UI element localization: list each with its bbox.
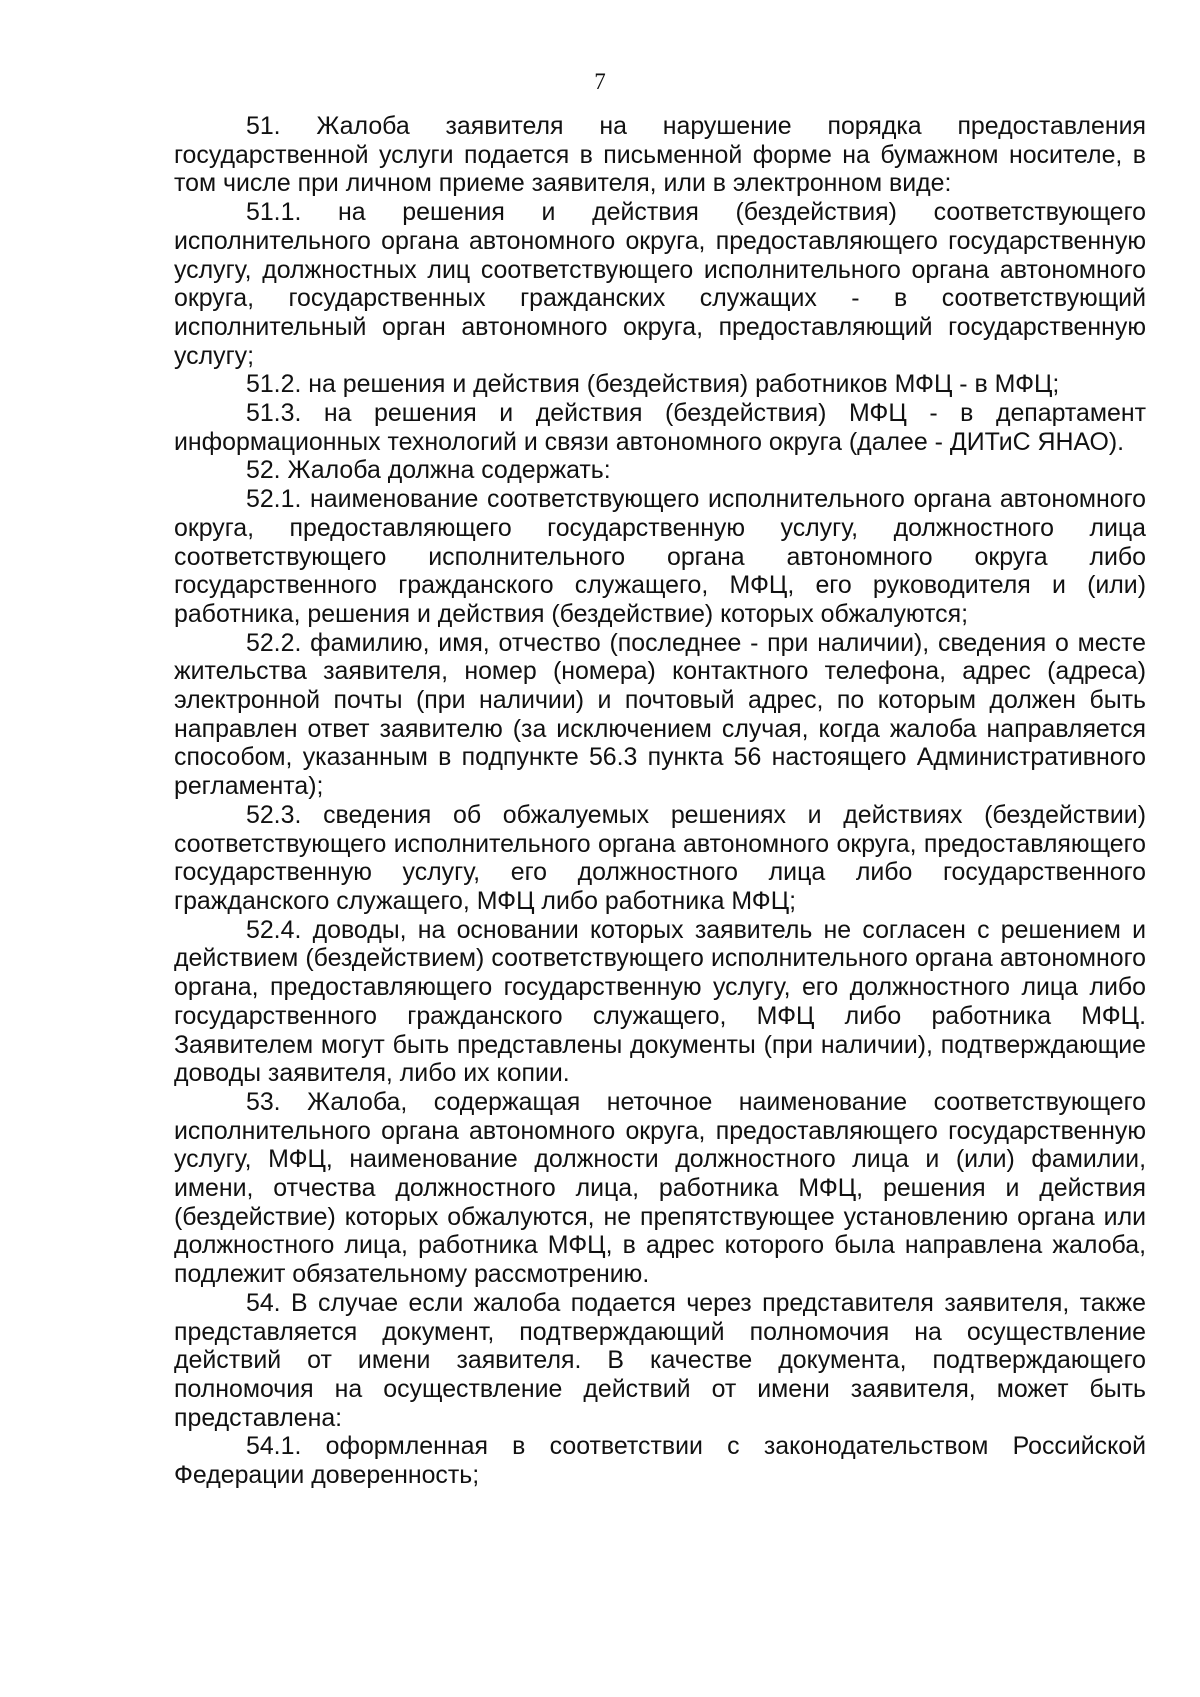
document-body [174, 112, 1146, 1490]
paragraph-54-1: 54.1. оформленная в соответствии с законодательством Российской Федерации доверенность; [174, 1432, 1146, 1490]
paragraph-54: 54. В случае если жалоба подается через представителя заявителя, также представляется документ, подтверждающий полномочия на осуществление действий от имени заявителя. В качестве документа, подтверждающего полномочия на осуществление действий от имени заявителя, может быть представлена: [174, 1288, 1146, 1432]
paragraph-52-1: 52.1. наименование соответствующего исполнительного органа автономного округа, предоставляющего государственную услугу, должностного лица соответствующего исполнительного органа автономного округа либо государственного гражданского служащего, МФЦ, его руководителя и (или) работника, решения и действия (бездействие) которых обжалуются; [174, 485, 1146, 628]
paragraph-52-3: 52.3. сведения об обжалуемых решениях и действиях (бездействии) соответствующего исполнительного органа автономного округа, предоставляющего государственную услугу, его должностного лица либо государственного гражданского служащего, МФЦ либо работника МФЦ; [174, 800, 1146, 915]
paragraph-51-2: 51.2. на решения и действия (бездействия) работников МФЦ - в МФЦ; [246, 370, 1060, 399]
paragraph-53: 53. Жалоба, содержащая неточное наименование соответствующего исполнительного органа автономного округа, предоставляющего государственную услугу, МФЦ, наименование должности должностного лица и (или) фамилии, имени, отчества должностного лица, работника МФЦ, решения и действия (бездействие) которых обжалуются, не препятствующее установлению органа или должностного лица, работника МФЦ, в адрес которого была направлена жалоба, подлежит обязательному рассмотрению. [174, 1087, 1146, 1289]
paragraph-52-4: 52.4. доводы, на основании которых заявитель не согласен с решением и действием (бездействием) соответствующего исполнительного органа автономного органа, предоставляющего государственную услугу, его должностного лица либо государственного гражданского служащего, МФЦ либо работника МФЦ. Заявителем могут быть представлены документы (при наличии), подтверждающие доводы заявителя, либо их копии. [174, 915, 1146, 1088]
paragraph-51: 51. Жалоба заявителя на нарушение порядка предоставления государственной услуги подается в письменной форме на бумажном носителе, в том числе при личном приеме заявителя, или в электронном виде: [174, 112, 1146, 198]
paragraph-51-1: 51.1. на решения и действия (бездействия) соответствующего исполнительного органа автономного округа, предоставляющего государственную услугу, должностных лиц соответствующего исполнительного органа автономного округа, государственных гражданских служащих - в соответствующий исполнительный орган автономного округа, предоставляющий государственную услугу; [174, 198, 1146, 370]
page-number: 7 [594, 69, 606, 94]
paragraph-52-2: 52.2. фамилию, имя, отчество (последнее - при наличии), сведения о месте жительства заявителя, номер (номера) контактного телефона, адрес (адреса) электронной почты (при наличии) и почтовый адрес, по которым должен быть направлен ответ заявителю (за исключением случая, когда жалоба направляется способом, указанным в подпункте 56.3 пункта 56 настоящего Административного регламента); [174, 628, 1146, 801]
paragraph-52: 52. Жалоба должна содержать: [246, 456, 611, 485]
paragraph-51-3: 51.3. на решения и действия (бездействия) МФЦ - в департамент информационных технологий и связи автономного округа (далее - ДИТиС ЯНАО). [174, 399, 1146, 456]
